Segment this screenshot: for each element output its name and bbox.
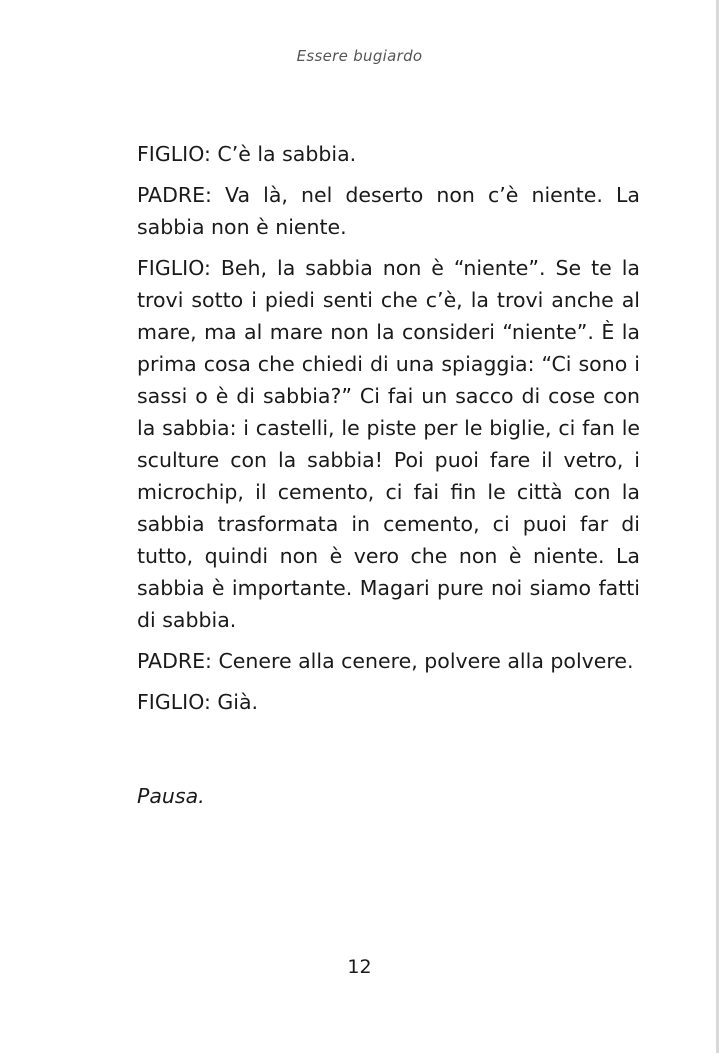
stage-direction: Pausa.	[137, 784, 205, 808]
dialogue-line: FIGLIO: Già.	[137, 690, 259, 714]
dialogue-line: PADRE: Cenere alla cenere, polvere alla polvere.	[137, 649, 634, 673]
dialogue-line: PADRE: Va là, nel deserto non c’è niente. La sabbia non è niente.	[137, 183, 640, 239]
dialogue-body	[137, 138, 640, 727]
running-header: Essere bugiardo	[296, 47, 423, 65]
dialogue-line: FIGLIO: C’è la sabbia.	[137, 142, 357, 166]
dialogue-line: FIGLIO: Beh, la sabbia non è “niente”. Se te la trovi sotto i piedi senti che c’è, la trovi anche al mare, ma al mare non la consideri “niente”. È la prima cosa che chiedi di una spiaggia: “Ci sono i sassi o è di sabbia?” Ci fai un sacco di cose con la sabbia: i castelli, le piste per le biglie, ci fan le sculture con la sabbia! Poi puoi fare il vetro, i microchip, il cemento, ci fai fin le città con la sabbia trasformata in cemento, ci puoi far di tutto, quindi non è vero che non è niente. La sabbia è importante. Magari pure noi siamo fatti di sabbia.	[137, 256, 640, 632]
page-number: 12	[347, 956, 372, 978]
